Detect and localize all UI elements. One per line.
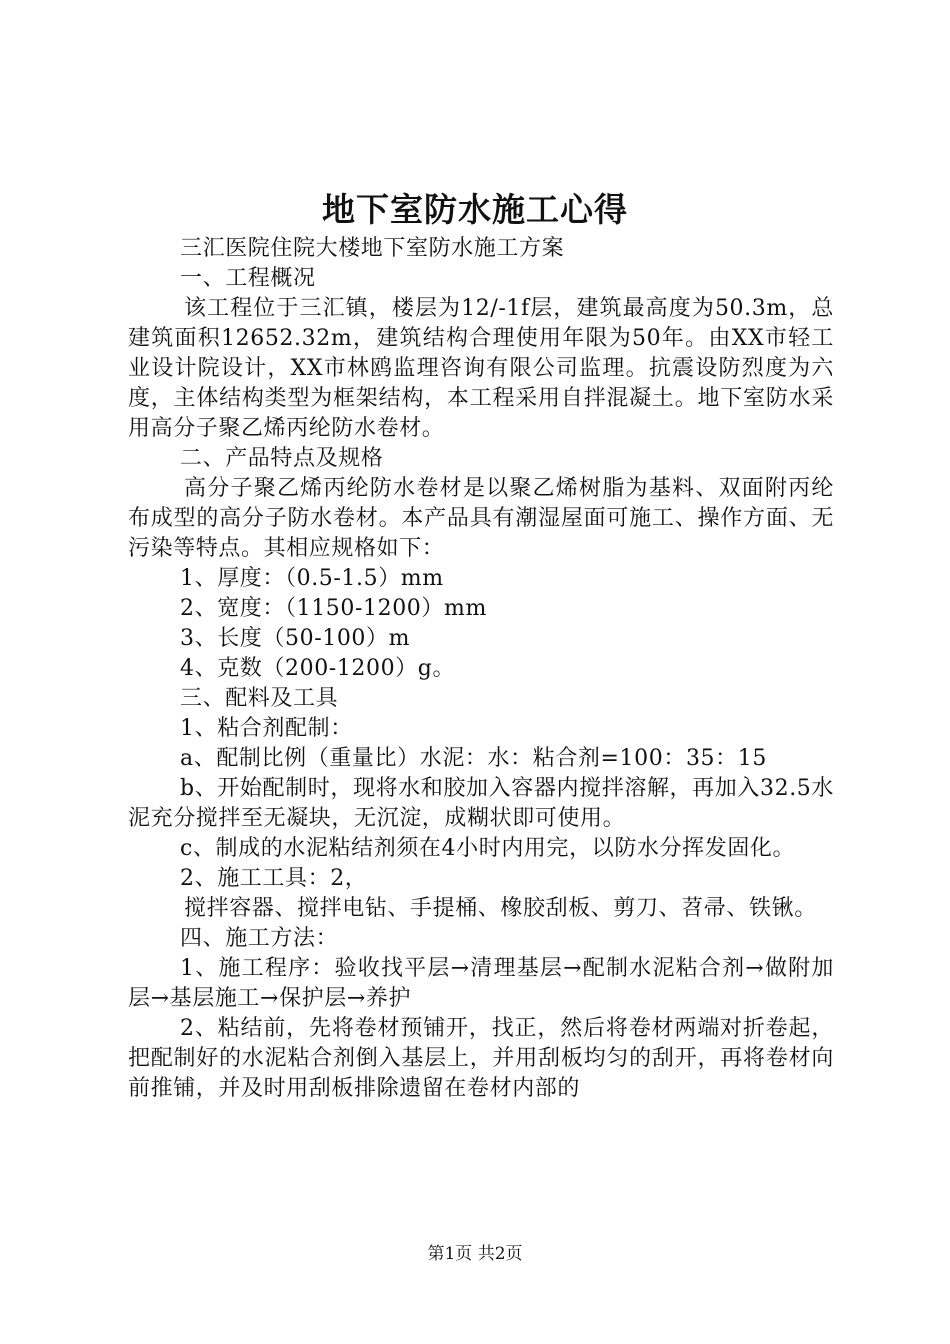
heading-construction-method: 四、施工方法： [180, 926, 339, 951]
spec-thickness: 1、厚度：（0.5-1.5）mm [180, 566, 444, 591]
item-bonding: 2、粘结前，先将卷材预铺开，找正，然后将卷材两端对折卷起，把配制好的水泥粘合剂倒入基层上，并用刮板均匀的刮开，再将卷材向前推铺，并及时用刮板排除遗留在卷材内部的 [128, 1016, 834, 1101]
paragraph-product-features: 高分子聚乙烯丙纶防水卷材是以聚乙烯树脂为基料、双面附丙纶布成型的高分子防水卷材。本产品具有潮湿屋面可施工、操作方面、无污染等特点。其相应规格如下： [128, 476, 834, 561]
heading-materials-tools: 三、配料及工具 [180, 686, 339, 711]
page-number: 第1页 共2页 [427, 1244, 523, 1264]
item-construction-procedure: 1、施工程序：验收找平层→清理基层→配制水泥粘合剂→做附加层→基层施工→保护层→养护 [128, 956, 834, 1011]
document-body [128, 234, 834, 1104]
spec-length: 3、长度（50-100）m [180, 626, 411, 651]
item-mix-ratio: a、配制比例（重量比）水泥：水：粘合剂=100：35：15 [180, 746, 767, 771]
heading-project-overview: 一、工程概况 [180, 266, 316, 291]
item-tools-list: 搅拌容器、搅拌电钻、手提桶、橡胶刮板、剪刀、苕帚、铁锹。 [184, 896, 817, 921]
item-usage-time: c、制成的水泥粘结剂须在4小时内用完，以防水分挥发固化。 [180, 836, 796, 861]
paragraph-plan-title: 三汇医院住院大楼地下室防水施工方案 [180, 236, 565, 261]
spec-weight: 4、克数（200-1200）g。 [180, 656, 456, 681]
heading-product-features: 二、产品特点及规格 [180, 446, 384, 471]
item-adhesive-prep: 1、粘合剂配制： [180, 716, 353, 741]
paragraph-project-overview: 该工程位于三汇镇，楼层为12/-1f层，建筑最高度为50.3m，总建筑面积12652.32m，建筑结构合理使用年限为50年。由XX市轻工业设计院设计，XX市林鸥监理咨询有限公司监理。抗震设防烈度为六度，主体结构类型为框架结构，本工程采用自拌混凝土。地下室防水采用高分子聚乙烯丙纶防水卷材。 [128, 296, 834, 441]
item-mixing-start: b、开始配制时，现将水和胶加入容器内搅拌溶解，再加入32.5水泥充分搅拌至无凝块，无沉淀，成糊状即可使用。 [128, 776, 834, 831]
spec-width: 2、宽度：（1150-1200）mm [180, 596, 487, 621]
item-tools-heading: 2、施工工具：2， [180, 866, 368, 891]
document-title: 地下室防水施工心得 [322, 190, 628, 229]
